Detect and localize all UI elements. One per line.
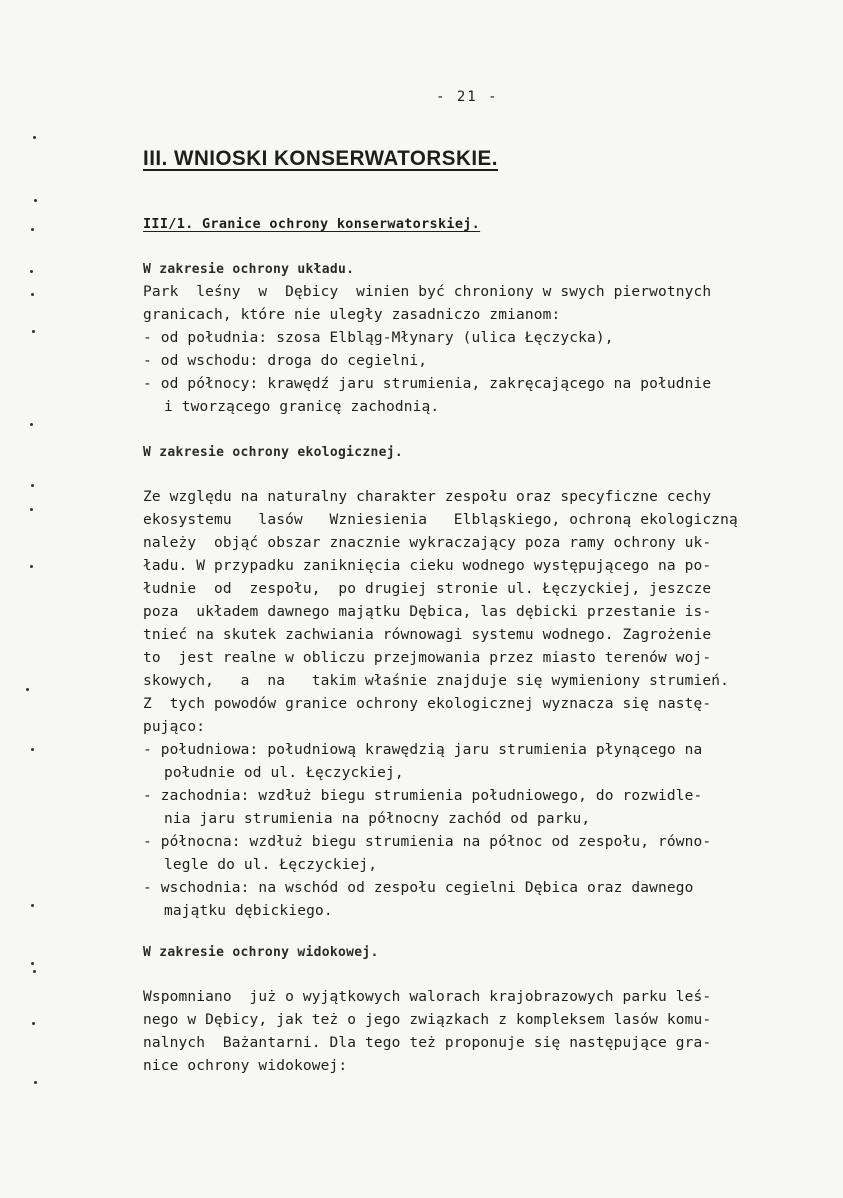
body-line: Z tych powodów granice ochrony ekologicznej wyznacza się nastę- (143, 696, 712, 712)
layout-protection-title: W zakresie ochrony układu. (143, 262, 355, 277)
body-line: Ze względu na naturalny charakter zespołu oraz specyficzne cechy (143, 489, 712, 505)
scan-speck (31, 484, 34, 487)
list-item-continuation: nia jaru strumienia na północny zachód od parku, (164, 811, 591, 827)
list-item: - południowa: południową krawędzią jaru strumienia płynącego na (143, 742, 703, 758)
list-item: - północna: wzdłuż biegu strumienia na północ od zespołu, równo- (143, 834, 712, 850)
scan-speck (30, 423, 33, 426)
page-number: - 21 - (436, 89, 499, 105)
scan-speck (31, 293, 34, 296)
scan-speck (26, 688, 29, 691)
scan-speck (31, 228, 34, 231)
body-line: Park leśny w Dębicy winien być chroniony w swych pierwotnych (143, 284, 712, 300)
list-item: - od północy: krawędź jaru strumienia, zakręcającego na południe (143, 376, 712, 392)
list-item-continuation: majątku dębickiego. (164, 903, 333, 919)
body-line: poza układem dawnego majątku Dębica, las dębicki przestanie is- (143, 604, 712, 620)
body-line: pująco: (143, 719, 206, 735)
scan-speck (34, 199, 37, 202)
body-line: łudnie od zespołu, po drugiej stronie ul. Łęczyckiej, jeszcze (143, 581, 712, 597)
scan-speck (30, 270, 33, 273)
body-line: nice ochrony widokowej: (143, 1058, 348, 1074)
body-line: nego w Dębicy, jak też o jego związkach z kompleksem lasów komu- (143, 1012, 712, 1028)
body-line: należy objąć obszar znacznie wykraczający poza ramy ochrony uk- (143, 535, 712, 551)
scan-speck (31, 904, 34, 907)
scan-speck (32, 1022, 35, 1025)
list-item-continuation: południe od ul. Łęczyckiej, (164, 765, 404, 781)
scan-speck (31, 748, 34, 751)
ecological-protection-title: W zakresie ochrony ekologicznej. (143, 445, 404, 460)
section-heading: III/1. Granice ochrony konserwatorskiej. (143, 216, 481, 232)
view-protection-title: W zakresie ochrony widokowej. (143, 945, 379, 960)
list-item: - od południa: szosa Elbląg-Młynary (ulica Łęczycka), (143, 330, 614, 346)
scan-speck (33, 970, 36, 973)
scan-speck (32, 330, 35, 333)
body-line: Wspomniano już o wyjątkowych walorach krajobrazowych parku leś- (143, 989, 712, 1005)
body-line: ekosystemu lasów Wzniesienia Elbląskiego, ochroną ekologiczną (143, 512, 738, 528)
body-line: to jest realne w obliczu przejmowania przez miasto terenów woj- (143, 650, 712, 666)
scan-speck (30, 508, 33, 511)
scan-speck (33, 136, 36, 139)
scan-speck (34, 1081, 37, 1084)
list-item: - wschodnia: na wschód od zespołu cegielni Dębica oraz dawnego (143, 880, 694, 896)
list-item: - od wschodu: droga do cegielni, (143, 353, 428, 369)
body-line: nalnych Bażantarni. Dla tego też proponuje się następujące gra- (143, 1035, 712, 1051)
list-item-continuation: legle do ul. Łęczyckiej, (164, 857, 378, 873)
body-line: granicach, które nie uległy zasadniczo zmianom: (143, 307, 561, 323)
chapter-heading: III. WNIOSKI KONSERWATORSKIE. (143, 147, 498, 170)
body-line: tnieć na skutek zachwiania równowagi systemu wodnego. Zagrożenie (143, 627, 712, 643)
body-line: skowych, a na takim właśnie znajduje się wymieniony strumień. (143, 673, 730, 689)
body-line: ładu. W przypadku zaniknięcia cieku wodnego występującego na po- (143, 558, 712, 574)
scan-speck (31, 962, 34, 965)
list-item-continuation: i tworzącego granicę zachodnią. (164, 399, 440, 415)
list-item: - zachodnia: wzdłuż biegu strumienia południowego, do rozwidle- (143, 788, 703, 804)
scan-speck (30, 565, 33, 568)
